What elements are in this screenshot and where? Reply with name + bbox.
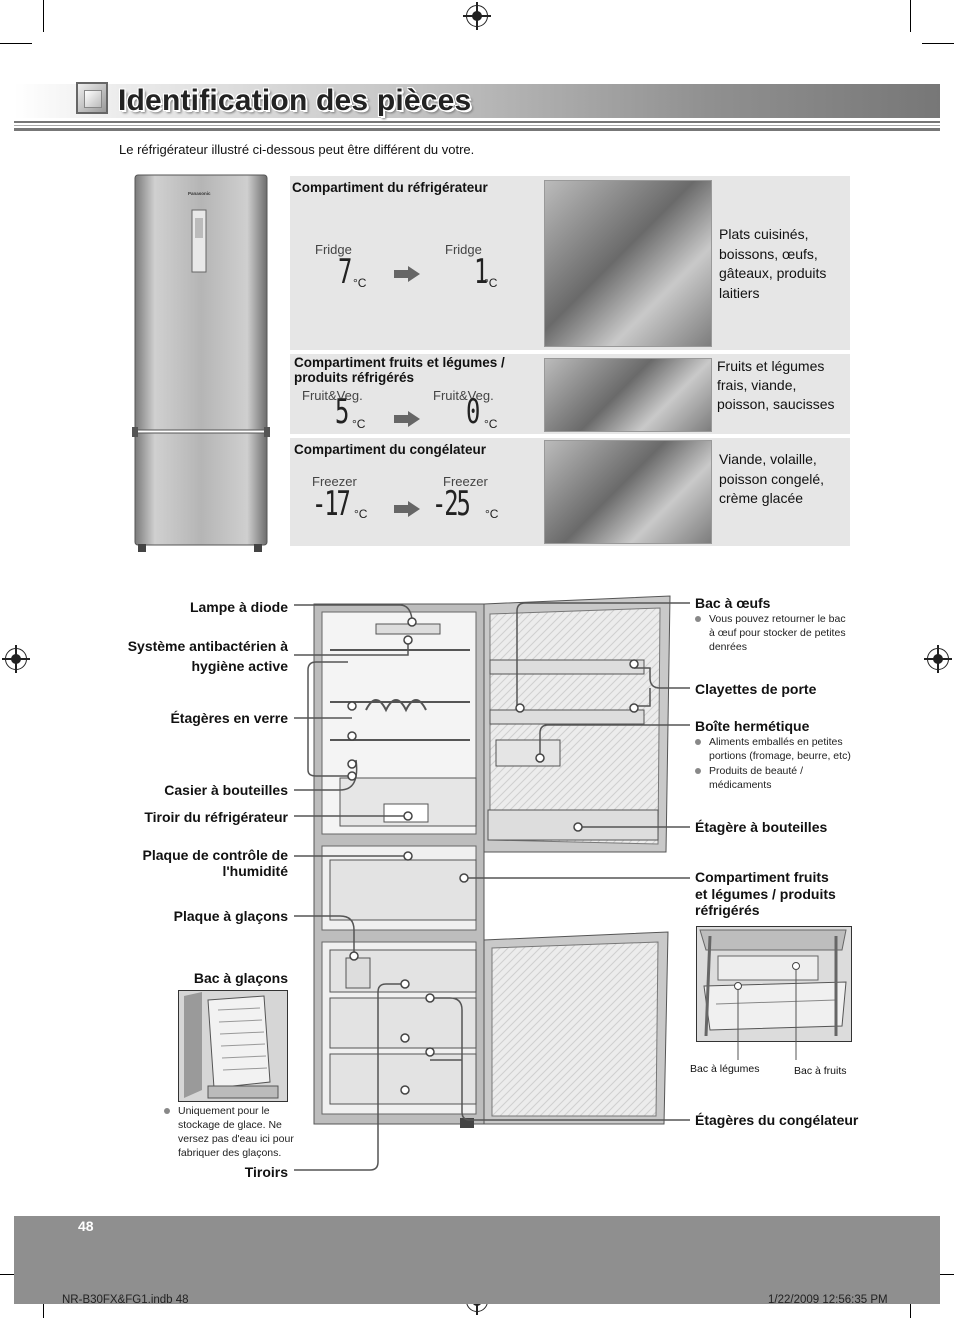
lcd-value-to: 0 [466,392,479,432]
lcd-unit: °C [484,276,498,290]
callout-led-lamp: Lampe à diode [189,599,288,615]
page-title: Identification des pièces [118,84,472,117]
callout-fridge-drawer: Tiroir du réfrigérateur [144,809,288,825]
veg-bin-label: Bac à légumes [690,1063,760,1075]
callout-humidity-plate: Plaque de contrôle de l'humidité [142,847,288,879]
bullet-icon [695,768,701,774]
callout-airtight-box: Boîte hermétique [695,718,810,734]
ice-tray-note: Uniquement pour le stockage de glace. Ne versez pas d'eau ici pour fabriquer des glaçons. [178,1104,300,1160]
page-number: 48 [78,1218,94,1234]
compartment-description: Plats cuisinés, boissons, œufs, gâteaux, produits laitiers [719,226,827,301]
airtight-note: Produits de beauté / médicaments [709,764,829,792]
lcd-value-from: -17 [312,484,349,524]
lcd-value-to: 1 [474,252,487,292]
callout-door-shelves: Clayettes de porte [695,681,817,697]
print-file-info: NR-B30FX&FG1.indb 48 [62,1294,189,1306]
print-timestamp: 1/22/2009 12:56:35 PM [768,1294,888,1306]
compartment-heading: Compartiment du réfrigérateur [292,180,488,195]
compartment-heading: Compartiment du congélateur [294,442,487,457]
bullet-icon [695,616,701,622]
lcd-label: Fridge [315,242,352,257]
compartment-description: Viande, volaille, poisson congelé, crème glacée [719,451,825,506]
callout-drawers: Tiroirs [244,1164,288,1180]
fruit-veg-inset-image [696,926,852,1042]
lcd-unit: °C [352,417,366,431]
lcd-label: Fridge [445,242,482,257]
callout-antibacterial-system: Système antibactérien à hygiène active [127,638,288,674]
callout-freezer-shelves: Étagères du congélateur [695,1112,859,1128]
lcd-label: Freezer [312,474,357,489]
lcd-unit: °C [354,507,368,521]
airtight-note: Aliments emballés en petites portions (fromage, beurre, etc) [709,735,854,763]
egg-tray-note: Vous pouvez retourner le bac à œuf pour stocker de petites denrées [709,612,854,654]
callout-egg-tray: Bac à œufs [695,595,771,611]
lcd-value-to: -25 [432,484,469,524]
callout-bottle-rack: Casier à bouteilles [164,782,288,798]
lcd-value-from: 7 [338,252,351,292]
lcd-value-from: 5 [335,392,348,432]
callout-ice-plate: Plaque à glaçons [173,908,288,924]
lcd-label: Fruit&Veg. [302,388,363,403]
lcd-unit: °C [485,507,499,521]
lcd-label: Freezer [443,474,488,489]
lcd-unit: °C [353,276,367,290]
lcd-label: Fruit&Veg. [433,388,494,403]
callout-bottle-shelf: Étagère à bouteilles [695,819,828,835]
callout-fruit-veg-compartment: Compartiment fruits et légumes / produits réfrigérés [695,869,836,918]
bullet-icon [695,739,701,745]
callout-ice-tray: Bac à glaçons [193,970,288,986]
brand-logo: Panasonic [188,191,211,196]
compartment-description: Fruits et légumes frais, viande, poisson, saucisses [717,358,835,412]
footer-band [14,1216,940,1304]
callout-glass-shelves: Étagères en verre [170,710,288,726]
compartment-heading: Compartiment fruits et légumes / produits réfrigérés [294,355,505,385]
intro-text: Le réfrigérateur illustré ci-dessous peut être différent du votre. [119,142,475,157]
bullet-icon [164,1108,170,1114]
lcd-unit: °C [484,417,498,431]
inset-leader-lines [736,1040,802,1062]
fruit-bin-label: Bac à fruits [794,1065,847,1077]
ice-tray-inset-image [178,990,288,1102]
